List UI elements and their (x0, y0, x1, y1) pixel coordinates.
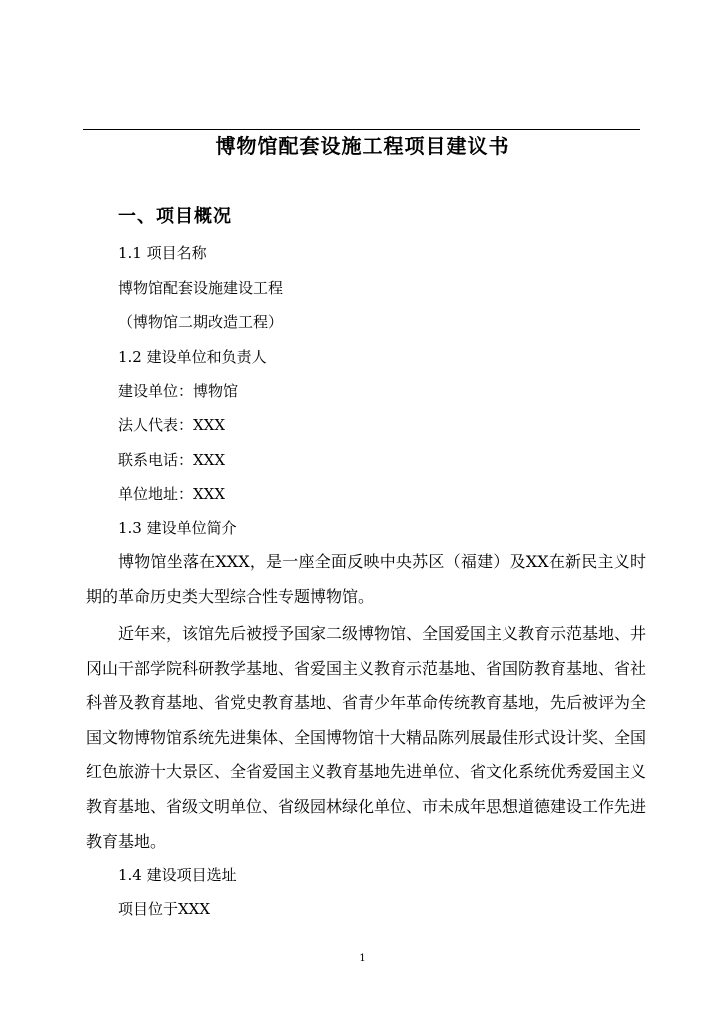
subsection-heading-1-4: 1.4 建设项目选址 (118, 866, 237, 884)
document-title: 博物馆配套设施工程项目建议书 (215, 134, 510, 158)
subsection-heading-1-2: 1.2 建设单位和负责人 (118, 348, 267, 366)
subsection-heading-1-1: 1.1 项目名称 (118, 244, 207, 262)
section-heading: 一、项目概况 (118, 206, 232, 227)
intro-paragraph-2: 近年来，该馆先后被授予国家二级博物馆、全国爱国主义教育示范基地、井冈山干部学院科研教学基地、省爱国主义教育示范基地、省国防教育基地、省社科普及教育基地、省党史教育基地、省青少年革命传统教育基地，先后被评为全国文物博物馆系统先进集体、全国博物馆十大精品陈列展最佳形式设计奖、全国红色旅游十大景区、全省爱国主义教育基地先进单位、省文化系统优秀爱国主义教育基地、省级文明单位、省级园林绿化单位、市未成年思想道德建设工作先进教育基地。 (86, 624, 647, 851)
project-location: 项目位于XXX (118, 900, 211, 918)
unit-address: 单位地址：XXX (118, 485, 226, 503)
project-name-note: （博物馆二期改造工程） (118, 313, 284, 331)
intro-paragraph-1: 博物馆坐落在XXX，是一座全面反映中央苏区（福建）及XX在新民主义时期的革命历史类大型综合性专题博物馆。 (86, 552, 646, 606)
construction-unit: 建设单位：博物馆 (118, 382, 239, 400)
legal-representative: 法人代表：XXX (118, 416, 226, 434)
page-number: 1 (359, 953, 366, 964)
subsection-heading-1-3: 1.3 建设单位简介 (118, 519, 237, 537)
header-rule (83, 129, 640, 130)
contact-phone: 联系电话：XXX (118, 451, 226, 469)
project-name: 博物馆配套设施建设工程 (118, 279, 284, 297)
